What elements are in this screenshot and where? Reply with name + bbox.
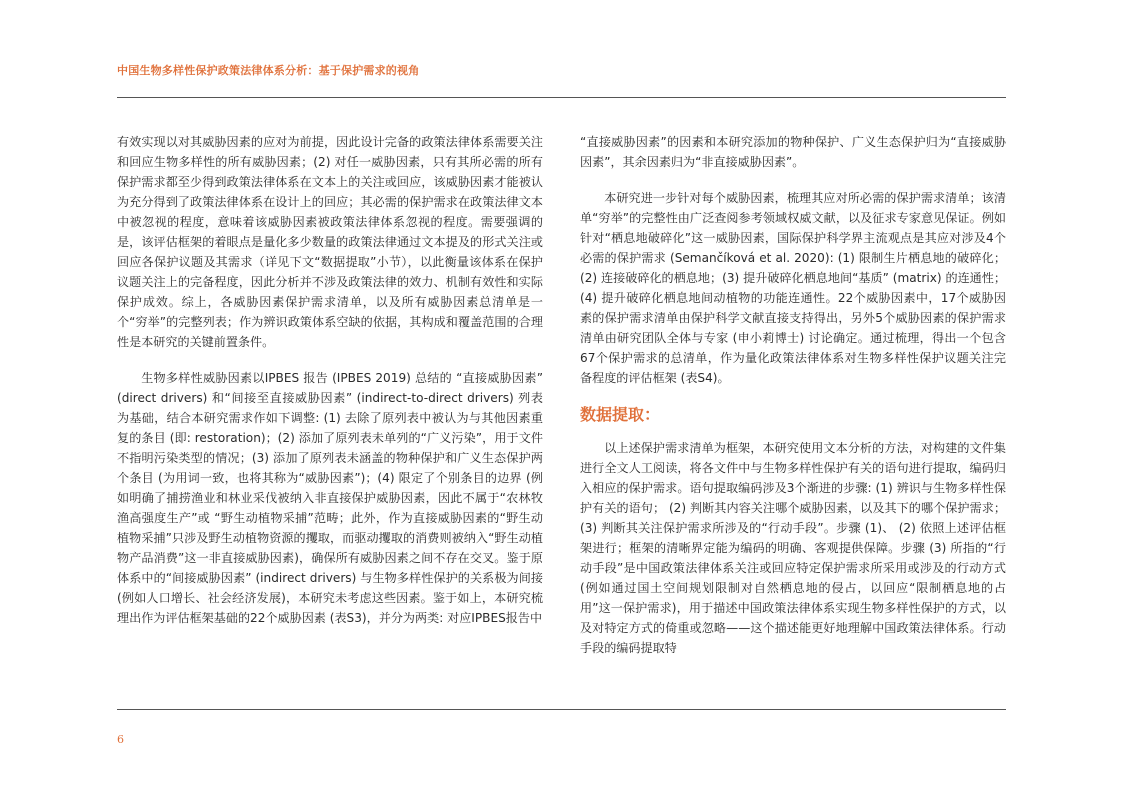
right-paragraph-1: “直接威胁因素”的因素和本研究添加的物种保护、广义生态保护归为“直接威胁因素”，其余因素归为“非直接威胁因素”。 [580,135,1006,169]
left-paragraph-1: 有效实现以对其威胁因素的应对为前提，因此设计完备的政策法律体系需要关注和回应生物多样性的所有威胁因素；(2) 对任一威胁因素，只有其所必需的所有保护需求都至少得到政策法律体系在文本上的关注或回应，该威胁因素才能被认为充分得到了政策法律体系在设计上的回应；其必需的保护需求在政策法律文本中被忽视的程度，意味着该威胁因素被政策法律体系忽视的程度。需要强调的是，该评估框架的着眼点是量化多少数量的政策法律通过文本提及的形式关注或回应各保护议题及其需求（详见下文“数据提取”小节），以此衡量该体系在保护议题关注上的完备程度，因此分析并不涉及政策法律的效力、机制有效性和实际保护成效。综上，各威胁因素保护需求清单，以及所有威胁因素总清单是一个“穷举”的完整列表；作为辨识政策体系空缺的依据，其构成和覆盖范围的合理性是本研究的关键前置条件。 [117,135,543,349]
left-column [117,132,543,628]
right-paragraph-3: 以上述保护需求清单为框架，本研究使用文本分析的方法，对构建的文件集进行全文人工阅读，将各文件中与生物多样性保护有关的语句进行提取，编码归入相应的保护需求。语句提取编码涉及3个渐进的步骤: (1) 辨识与生物多样性保护有关的语句； (2) 判断其内容关注哪个威胁因素，以及其下的哪个保护需求；(3) 判断其关注保护需求所涉及的“行动手段”。步骤 (1)、 (2) 依照上述评估框架进行；框架的清晰界定能为编码的明确、客观提供保障。步骤 (3) 所指的“行动手段”是中国政策法律体系关注或回应特定保护需求所采用或涉及的行动方式 (例如通过国土空间规划限制对自然栖息地的侵占，以回应“限制栖息地的占用”这一保护需求)，用于描述中国政策法律体系实现生物多样性保护的方式，以及对特定方式的倚重或忽略——这个描述能更好地理解中国政策法律体系。行动手段的编码提取特 [580,441,1006,655]
footer-divider [117,709,1006,710]
header-divider [117,97,1006,98]
left-paragraph-2: 生物多样性威胁因素以IPBES 报告 (IPBES 2019) 总结的 “直接威胁因素” (direct drivers) 和“间接至直接威胁因素” (indirect-to-direct drivers) 列表为基础，结合本研究需求作如下调整: (1) 去除了原列表中被认为与其他因素重复的条目 (即: restoration)；(2) 添加了原列表未单列的“广义污染”，用于文件不指明污染类型的情况；(3) 添加了原列表未涵盖的物种保护和广义生态保护两个条目 (为用词一致，也将其称为“威胁因素”)；(4) 限定了个别条目的边界 (例如明确了捕捞渔业和林业采伐被纳入非直接保护威胁因素，因此不属于“农林牧渔高强度生产”或 “野生动植物采捕”范畴；此外，作为直接威胁因素的“野生动植物采捕”只涉及野生动植物资源的攫取，而驱动攫取的消费则被纳入“野生动植物产品消费”这一非直接威胁因素)，确保所有威胁因素之间不存在交叉。鉴于原体系中的“间接威胁因素” (indirect drivers) 与生物多样性保护的关系极为间接 (例如人口增长、社会经济发展)，本研究未考虑这些因素。鉴于如上，本研究梳理出作为评估框架基础的22个威胁因素 (表S3)，并分为两类: 对应IPBES报告中 [117,371,543,625]
section-heading-data-extraction: 数据提取： [580,405,661,424]
running-header-title: 中国生物多样性保护政策法律体系分析：基于保护需求的视角 [117,64,420,77]
right-paragraph-2: 本研究进一步针对每个威胁因素，梳理其应对所必需的保护需求清单；该清单“穷举”的完整性由广泛查阅参考领域权威文献，以及征求专家意见保证。例如针对“栖息地破碎化”这一威胁因素，国际保护科学界主流观点是其应对涉及4个必需的保护需求 (Semančíková et al. 2020): (1) 限制生片栖息地的破碎化；(2) 连接破碎化的栖息地；(3) 提升破碎化栖息地间“基质” (matrix) 的连通性； (4) 提升破碎化栖息地间动植物的功能连通性。22个威胁因素中，17个威胁因素的保护需求清单由保护科学文献直接支持得出，另外5个威胁因素的保护需求清单由研究团队全体与专家 (申小莉博士) 讨论确定。通过梳理，得出一个包含67个保护需求的总清单，作为量化政策法律体系对生物多样性保护议题关注完备程度的评估框架 (表S4)。 [580,191,1006,385]
page-number: 6 [117,733,124,746]
right-column [580,132,1006,658]
